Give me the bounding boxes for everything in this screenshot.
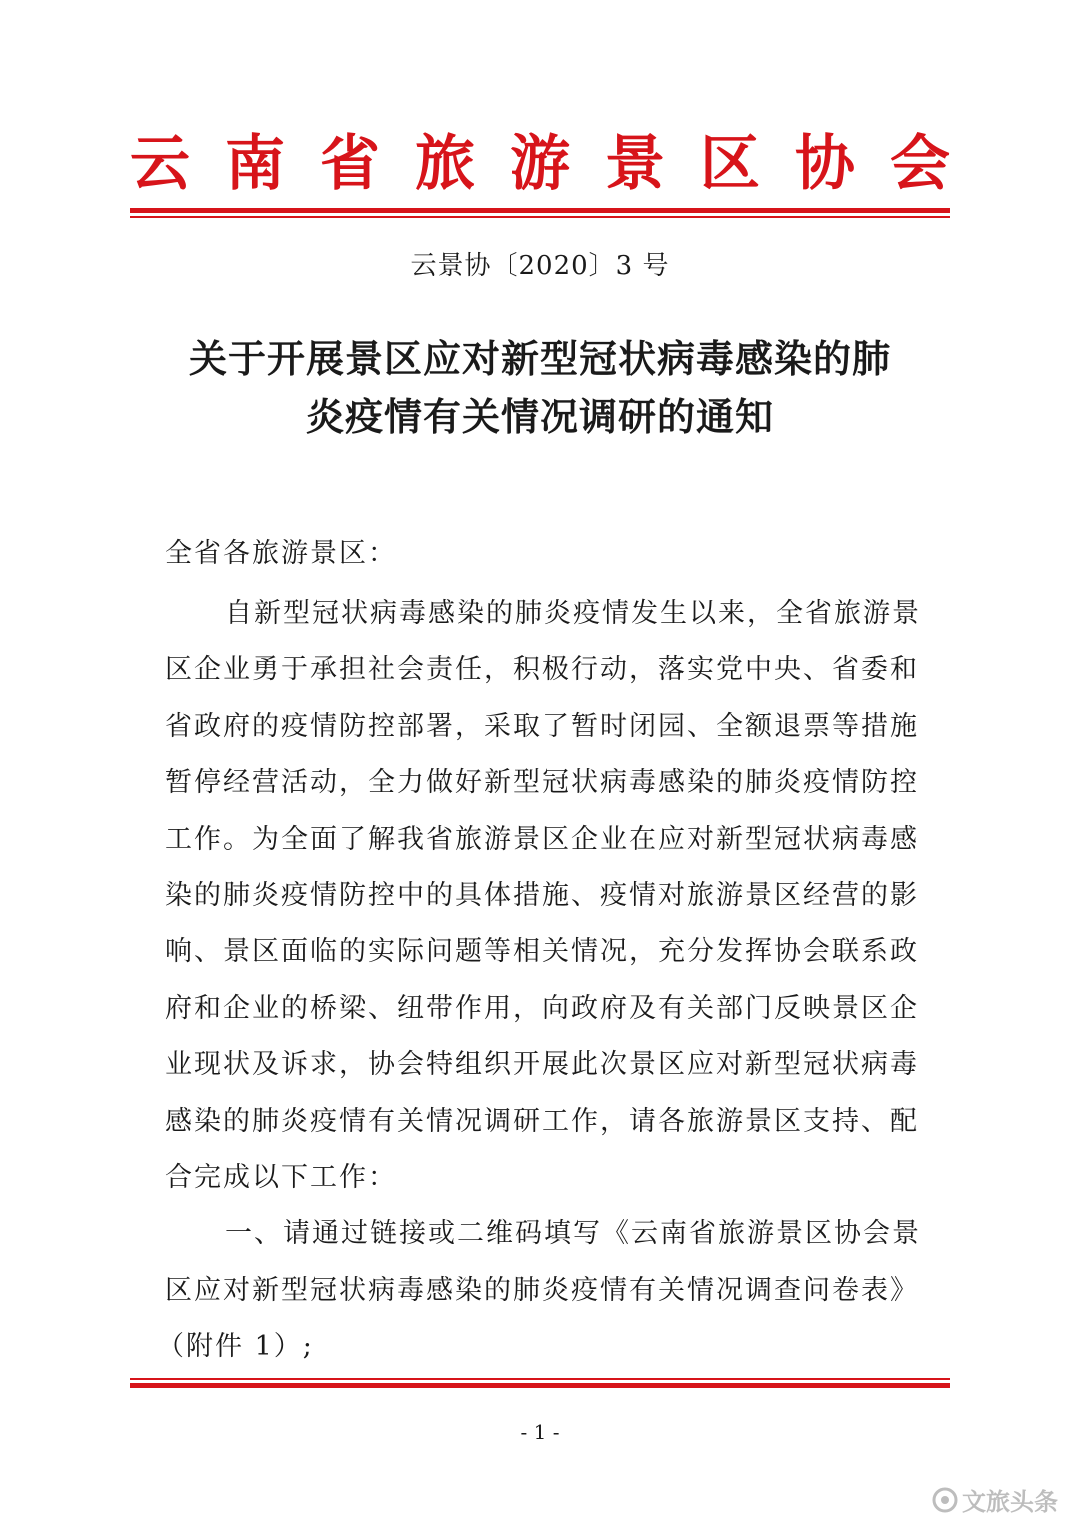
header-divider-thick <box>130 208 950 213</box>
org-char: 协 <box>795 129 855 199</box>
body-line: 省政府的疫情防控部署，采取了暂时闭园、全额退票等措施 <box>165 710 919 742</box>
body-line: 响、景区面临的实际问题等相关情况，充分发挥协会联系政 <box>165 936 919 968</box>
org-char: 省 <box>320 129 380 199</box>
salutation: 全省各旅游景区： <box>165 538 397 569</box>
logo-mark-icon <box>932 1487 958 1513</box>
org-char: 景 <box>605 129 665 199</box>
org-char: 游 <box>510 129 570 199</box>
body-line: 业现状及诉求，协会特组织开展此次景区应对新型冠状病毒 <box>165 1049 919 1081</box>
body-line: （附件 1）; <box>157 1331 314 1363</box>
org-char: 会 <box>890 129 950 199</box>
watermark <box>932 1482 1058 1517</box>
title-line-2: 炎疫情有关情况调研的通知 <box>305 394 774 439</box>
body-line: 区企业勇于承担社会责任，积极行动，落实党中央、省委和 <box>165 654 919 686</box>
body-text <box>157 586 921 1375</box>
document-title <box>130 330 950 446</box>
issuing-organization-header <box>130 128 950 200</box>
title-line-1: 关于开展景区应对新型冠状病毒感染的肺 <box>188 336 891 381</box>
body-line: 感染的肺炎疫情有关情况调研工作，请各旅游景区支持、配 <box>165 1105 919 1137</box>
body-line: 暂停经营活动，全力做好新型冠状病毒感染的肺炎疫情防控 <box>165 767 919 799</box>
body-line: 自新型冠状病毒感染的肺炎疫情发生以来，全省旅游景 <box>225 598 921 629</box>
body-line: 一、请通过链接或二维码填写《云南省旅游景区协会景 <box>225 1218 921 1250</box>
org-char: 旅 <box>415 129 475 199</box>
footer-divider-thin <box>130 1378 950 1380</box>
document-number: 云景协〔2020〕3 号 <box>410 251 670 281</box>
body-line: 府和企业的桥梁、纽带作用，向政府及有关部门反映景区企 <box>165 992 919 1024</box>
body-line: 合完成以下工作： <box>165 1161 397 1193</box>
org-char: 区 <box>700 129 760 199</box>
org-char: 云 <box>130 129 190 199</box>
header-divider-thin <box>130 216 950 218</box>
body-line: 区应对新型冠状病毒感染的肺炎疫情有关情况调查问卷表》 <box>165 1274 919 1306</box>
body-line: 工作。为全面了解我省旅游景区企业在应对新型冠状病毒感 <box>165 823 919 855</box>
page-number: - 1 - <box>520 1420 560 1444</box>
body-line: 染的肺炎疫情防控中的具体措施、疫情对旅游景区经营的影 <box>165 879 919 911</box>
org-char: 南 <box>225 129 285 199</box>
footer-divider-thick <box>130 1383 950 1388</box>
watermark-text: 文旅头条 <box>962 1488 1058 1516</box>
